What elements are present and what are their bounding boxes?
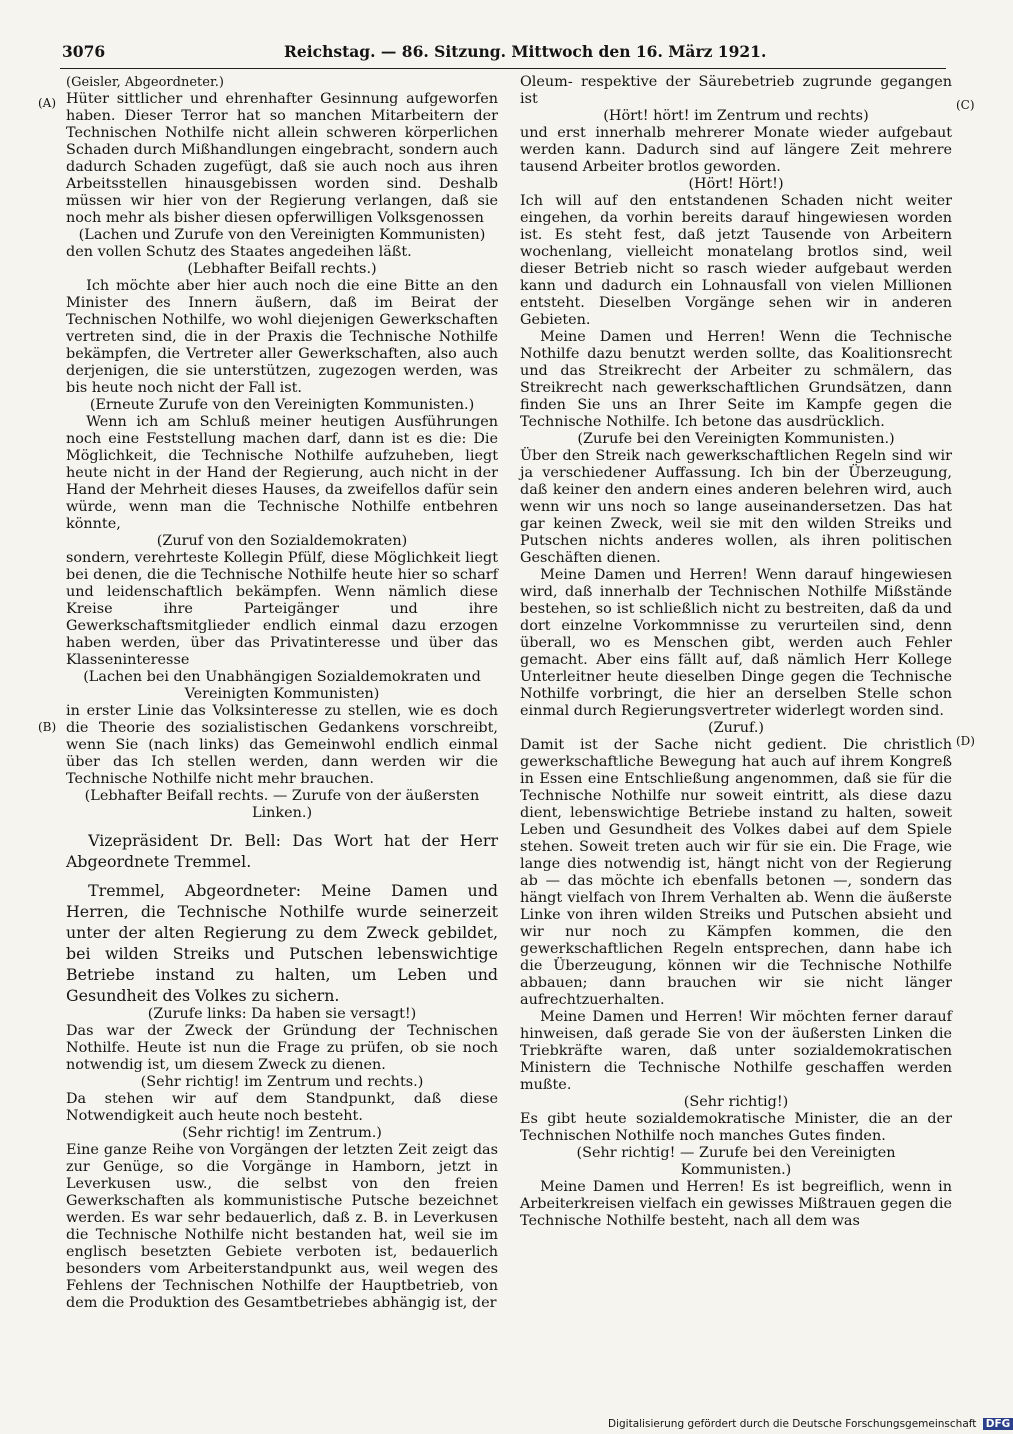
paragraph: Eine ganze Reihe von Vorgängen der letzten Zeit zeigt das zur Genüge, so die Vorgänge in Hamborn, jetzt in Leverkusen usw., die selbst von den freien Gewerkschaften als kommunistische Putsche bezeichnet werden. Es war sehr bedauerlich, daß z. B. in Leverkusen die Technische Nothilfe nicht bestanden hat, weil sie im englisch besetzten Gebiete verboten ist, bedauerlich besonders vom Arbeiterstandpunkt aus, weil wegen des Fehlens der Technischen Nothilfe der Hauptbetrieb, von dem die Produktion des Gesamtbetriebes abhängig ist, der <box>66 1142 498 1311</box>
page-header <box>62 42 944 68</box>
paragraph: Tremmel, Abgeordneter: Meine Damen und Herren, die Technische Nothilfe wurde seinerzeit unter der alten Regierung zu dem Zweck gebildet, bei wilden Streiks und Putschen lebenswichtige Betriebe instand zu halten, um Leben und Gesundheit des Volkes zu sichern. <box>66 881 498 1005</box>
paragraph: Hüter sittlicher und ehrenhafter Gesinnung aufgeworfen haben. Dieser Terror hat so manchen Mitarbeitern der Technischen Nothilfe nicht allein schweren körperlichen Schaden durch Mißhandlungen eingebracht, sondern auch dadurch Schaden zugefügt, daß sie auch noch aus ihren Arbeitsstellen hinausgebissen worden sind. Deshalb müssen wir hier von der Regierung verlangen, daß sie noch mehr als bisher diesen opferwilligen Volksgenossen <box>66 91 498 226</box>
interjection: (Hört! hört! im Zentrum und rechts) <box>603 108 869 124</box>
interjection: (Lebhafter Beifall rechts.) <box>187 261 377 277</box>
paragraph: Ich will auf den entstandenen Schaden nicht weiter eingehen, da vorhin bereits darauf hingewiesen worden ist. Es steht fest, daß jetzt Tausende von Arbeitern wochenlang, vielleicht monatelang brotlos sind, weil dieser Betrieb nicht so rasch wieder aufgebaut werden kann und dadurch ein Lohnausfall von vielen Millionen entsteht. Dieselben Vorgänge sehen wir in anderen Gebieten. <box>520 193 952 328</box>
paragraph: und erst innerhalb mehrerer Monate wieder aufgebaut werden kann. Dadurch sind auf längere Zeit mehrere tausend Arbeiter brotlos geworden. <box>520 125 952 175</box>
paragraph: Meine Damen und Herren! Wenn darauf hingewiesen wird, daß innerhalb der Technischen Nothilfe Mißstände bestehen, so ist schließlich nicht zu bestreiten, daß da und dort einzelne Vorkommnisse zu verurteilen sind, denn überall, wo es Menschen gibt, werden auch Fehler gemacht. Aber eins fällt auf, daß nämlich Herr Kollege Unterleitner heute dieselben Dinge gegen die Technische Nothilfe vorbringt, die hier an derselben Stelle schon einmal durch Regierungsvertreter widerlegt worden sind. <box>520 567 952 719</box>
paragraph: Vizepräsident Dr. Bell: Das Wort hat der Herr Abgeordnete Tremmel. <box>66 831 498 871</box>
interjection: (Lachen und Zurufe von den Vereinigten Kommunisten) <box>78 227 486 243</box>
margin-mark-b: (B) <box>38 720 57 734</box>
interjection: (Sehr richtig! — Zurufe bei den Vereinigten Kommunisten.) <box>576 1145 896 1178</box>
paragraph: sondern, verehrteste Kollegin Pfülf, diese Möglichkeit liegt bei denen, die die Technische Nothilfe heute hier so scharf und leidenschaftlich bekämpfen. Wenn nämlich diese Kreise ihre Parteigänger und ihre Gewerkschaftsmitglieder endlich einmal dazu erzogen haben werden, über das Privatinteresse und über das Klasseninteresse <box>66 550 498 668</box>
paragraph: Das war der Zweck der Gründung der Technischen Nothilfe. Heute ist nun die Frage zu prüfen, ob sie noch notwendig ist, um diesem Zweck zu dienen. <box>66 1023 498 1073</box>
paragraph: Meine Damen und Herren! Es ist begreiflich, wenn in Arbeiterkreisen vielfach ein gewisses Mißtrauen gegen die Technische Nothilfe besteht, nach all dem was <box>520 1179 952 1229</box>
interjection: (Sehr richtig! im Zentrum und rechts.) <box>140 1074 424 1090</box>
paragraph: Da stehen wir auf dem Standpunkt, daß diese Notwendigkeit auch heute noch besteht. <box>66 1091 498 1124</box>
page-number: 3076 <box>62 42 106 61</box>
paragraph: Damit ist der Sache nicht gedient. Die christlich gewerkschaftliche Bewegung hat auch auf ihrem Kongreß in Essen eine Entschließung angenommen, daß sie für die Technische Nothilfe nur soweit eintritt, als diese dazu dient, lebenswichtige Betriebe instand zu halten, soweit Leben und Gesundheit des Volkes dabei auf dem Spiele stehen. Soweit treten auch wir für sie ein. Die Frage, wie lange dies notwendig ist, hängt nicht von der Regierung ab — das möchte ich ebenfalls betonen —, sondern das hängt vielfach von Ihrem Verhalten ab. Wenn die äußerste Linke von ihren wilden Streiks und Putschen absieht und wir nur noch zu Kämpfen kommen, die den gewerkschaftlichen Regeln entsprechen, dann habe ich die Überzeugung, können wir die Technische Nothilfe abbauen; dann brauchen wir sie nicht länger aufrechtzuerhalten. <box>520 737 952 1008</box>
paragraph: Über den Streik nach gewerkschaftlichen Regeln sind wir ja verschiedener Auffassung. Ich bin der Überzeugung, daß keiner den andern eines anderen belehren wird, auch wenn wir uns noch so lange auseinandersetzen. Das hat gar keinen Zweck, weil sie mit den wilden Streiks und Putschen nichts anderes wollen, als ihren politischen Geschäften dienen. <box>520 448 952 566</box>
dfg-logo: DFG <box>983 1418 1013 1430</box>
interjection: (Lebhafter Beifall rechts. — Zurufe von der äußersten Linken.) <box>84 788 480 821</box>
paragraph: Ich möchte aber hier auch noch die eine Bitte an den Minister des Innern äußern, daß im Beirat der Technischen Nothilfe, wo wohl diejenigen Gewerkschaften vertreten sind, die in der Praxis die Technische Nothilfe bekämpfen, die Vertreter aller Gewerkschaften, also auch derjenigen, die sie unterstützen, zugezogen werden, was bis heute noch nicht der Fall ist. <box>66 278 498 396</box>
interjection: (Zurufe bei den Vereinigten Kommunisten.) <box>577 431 895 447</box>
margin-mark-a: (A) <box>38 96 57 110</box>
margin-mark-d: (D) <box>956 734 975 748</box>
paragraph: (Geisler, Abgeordneter.) <box>66 75 224 90</box>
paragraph: Wenn ich am Schluß meiner heutigen Ausführungen noch eine Feststellung machen darf, dann ist es die: Die Möglichkeit, die Technische Nothilfe aufzuheben, liegt heute nicht in der Hand der Regierung, auch nicht in der Hand der Mehrheit dieses Hauses, da zweifellos dafür sein würde, wenn man die Technische Nothilfe entbehren könnte, <box>66 414 498 532</box>
interjection: (Hört! Hört!) <box>688 176 784 192</box>
running-title: Reichstag. — 86. Sitzung. Mittwoch den 16. März 1921. <box>284 42 767 61</box>
interjection: (Sehr richtig!) <box>683 1094 789 1110</box>
margin-mark-c: (C) <box>956 98 975 112</box>
footer-credit <box>608 1418 1013 1430</box>
paragraph: Es gibt heute sozialdemokratische Minister, die an der Technischen Nothilfe noch manches Gutes finden. <box>520 1111 952 1144</box>
header-rule <box>60 68 946 69</box>
paragraph: den vollen Schutz des Staates angedeihen läßt. <box>66 244 412 260</box>
paragraph: Meine Damen und Herren! Wenn die Technische Nothilfe dazu benutzt werden sollte, das Koalitionsrecht und das Streikrecht der Arbeiter zu schmälern, das Streikrecht nach gewerkschaftlichen Grundsätzen, dann finden Sie uns an Ihrer Seite im Kampfe gegen die Technische Nothilfe. Ich betone das ausdrücklich. <box>520 329 952 430</box>
interjection: (Erneute Zurufe von den Vereinigten Kommunisten.) <box>89 397 475 413</box>
footer-text: Digitalisierung gefördert durch die Deutsche Forschungsgemeinschaft <box>608 1418 977 1430</box>
interjection: (Zuruf von den Sozialdemokraten) <box>156 533 408 549</box>
interjection: (Lachen bei den Unabhängigen Sozialdemokraten und Vereinigten Kommunisten) <box>83 669 481 702</box>
interjection: (Sehr richtig! im Zentrum.) <box>182 1125 382 1141</box>
paragraph: Oleum- respektive der Säurebetrieb zugrunde gegangen ist <box>520 74 952 107</box>
interjection: (Zurufe links: Da haben sie versagt!) <box>147 1006 417 1022</box>
paragraph: in erster Linie das Volksinteresse zu stellen, wie es doch die Theorie des sozialistischen Gedankens vorschreibt, wenn Sie (nach links) das Gemeinwohl endlich einmal über das Ich stellen werden, dann werden wir die Technische Nothilfe nicht mehr brauchen. <box>66 703 498 787</box>
left-column <box>66 74 498 1312</box>
paragraph: Meine Damen und Herren! Wir möchten ferner darauf hinweisen, daß gerade Sie von der äußersten Linken die Triebkräfte waren, daß unter sozialdemokratischen Ministern die Technische Nothilfe geschaffen werden mußte. <box>520 1009 952 1093</box>
right-column <box>520 74 952 1230</box>
interjection: (Zuruf.) <box>707 720 765 736</box>
